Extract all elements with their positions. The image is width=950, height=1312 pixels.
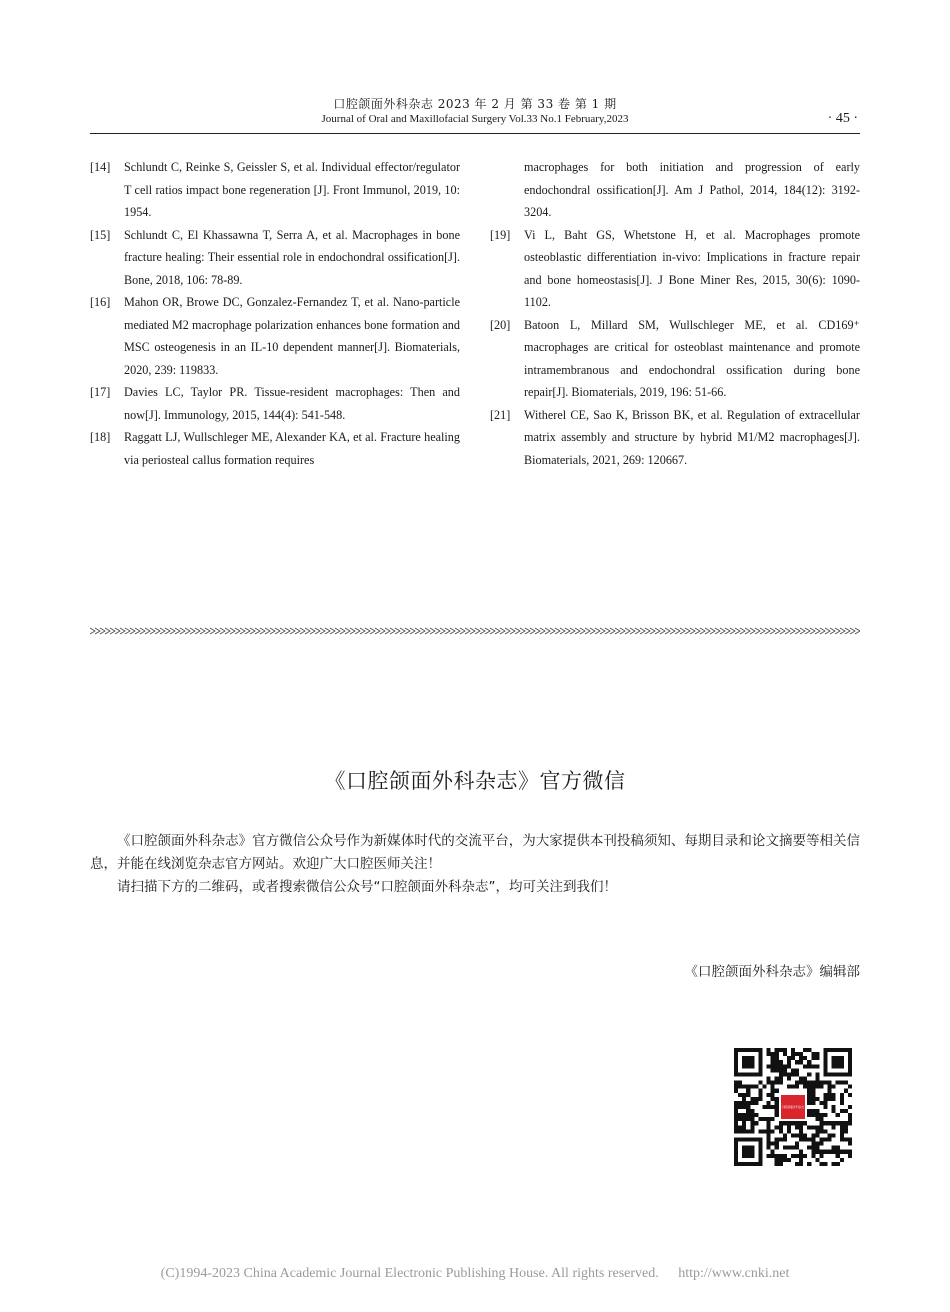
reference-number: [21]: [490, 407, 511, 422]
reference-item: [90, 291, 460, 381]
wechat-qr-code[interactable]: [734, 1048, 852, 1166]
reference-number: [19]: [490, 227, 511, 242]
copyright-footer: [0, 1266, 950, 1282]
reference-text: Batoon L, Millard SM, Wullschleger ME, et al. CD169⁺ macrophages are critical for osteoblast maintenance and promote intramembranous and endochondral ossification during bone repair[J]. Biomaterials, 2019, 196: 51-66.: [524, 317, 860, 399]
reference-item: [490, 224, 860, 314]
reference-number: [14]: [90, 160, 111, 174]
journal-header-chinese: 口腔颌面外科杂志 2023 年 2 月 第 33 卷 第 1 期: [333, 97, 617, 111]
editorial-signature: 《口腔颌面外科杂志》编辑部: [684, 964, 860, 980]
reference-item: [90, 224, 460, 292]
copyright-text: (C)1994-2023 China Academic Journal Electronic Publishing House. All rights reserved.: [160, 1266, 659, 1281]
reference-item: [90, 156, 460, 224]
reference-item: [90, 426, 460, 471]
reference-text: Mahon OR, Browe DC, Gonzalez-Fernandez T, et al. Nano-particle mediated M2 macrophage polarization enhances bone formation and MSC osteogenesis in an IL-10 dependent manner[J]. Biomaterials, 2020, 239: 119833.: [124, 295, 460, 377]
references-left-column: [90, 156, 460, 471]
notice-paragraph: 请扫描下方的二维码，或者搜索微信公众号“口腔颌面外科杂志”，均可关注到我们！: [117, 879, 617, 895]
reference-item: [490, 404, 860, 472]
header-rule: [90, 133, 860, 134]
qr-logo-text: [782, 1105, 805, 1109]
reference-number: [15]: [90, 227, 111, 242]
reference-number: [18]: [90, 430, 111, 444]
reference-text: Davies LC, Taylor PR. Tissue-resident macrophages: Then and now[J]. Immunology, 2015, 144(4): 541-548.: [124, 385, 460, 422]
page-number: · 45 ·: [827, 111, 858, 126]
references-right-column: [490, 156, 860, 471]
reference-item: [490, 314, 860, 404]
reference-item: [90, 381, 460, 426]
cnki-link[interactable]: http://www.cnki.net: [678, 1266, 790, 1281]
reference-text: Schlundt C, El Khassawna T, Serra A, et al. Macrophages in bone fracture healing: Their essential role in endochondral ossification[J]. Bone, 2018, 106: 78-89.: [124, 227, 460, 287]
reference-text: Vi L, Baht GS, Whetstone H, et al. Macrophages promote osteoblastic differentiation in-vivo: Implications in fracture repair and bone homeostasis[J]. J Bone Miner Res, 2015, 30(6): 1090-1102.: [524, 227, 860, 309]
reference-text: Schlundt C, Reinke S, Geissler S, et al. Individual effector/regulator T cell ratios impact bone regeneration [J]. Front Immunol, 2019, 10: 1954.: [124, 160, 460, 219]
reference-number: [16]: [90, 295, 111, 309]
journal-header-english: Journal of Oral and Maxillofacial Surgery Vol.33 No.1 February,2023: [321, 113, 629, 125]
notice-body: [90, 830, 860, 899]
reference-continuation: macrophages for both initiation and progression of early endochondral ossification[J]. Am J Pathol, 2014, 184(12): 3192-3204.: [524, 160, 860, 219]
reference-text: Raggatt LJ, Wullschleger ME, Alexander KA, et al. Fracture healing via periosteal callus formation requires: [124, 430, 460, 467]
reference-number: [20]: [490, 317, 511, 332]
decorative-separator: [90, 625, 860, 637]
notice-title: 《口腔颌面外科杂志》官方微信: [324, 769, 626, 793]
reference-number: [17]: [90, 385, 111, 399]
notice-paragraph: 《口腔颌面外科杂志》官方微信公众号作为新媒体时代的交流平台，为大家提供本刊投稿须知、每期目录和论文摘要等相关信息，并能在线浏览杂志官方网站。欢迎广大口腔医师关注！: [90, 833, 860, 872]
reference-text: Witherel CE, Sao K, Brisson BK, et al. Regulation of extracellular matrix assembly and structure by hybrid M1/M2 macrophages[J]. Biomaterials, 2021, 269: 120667.: [524, 407, 860, 467]
